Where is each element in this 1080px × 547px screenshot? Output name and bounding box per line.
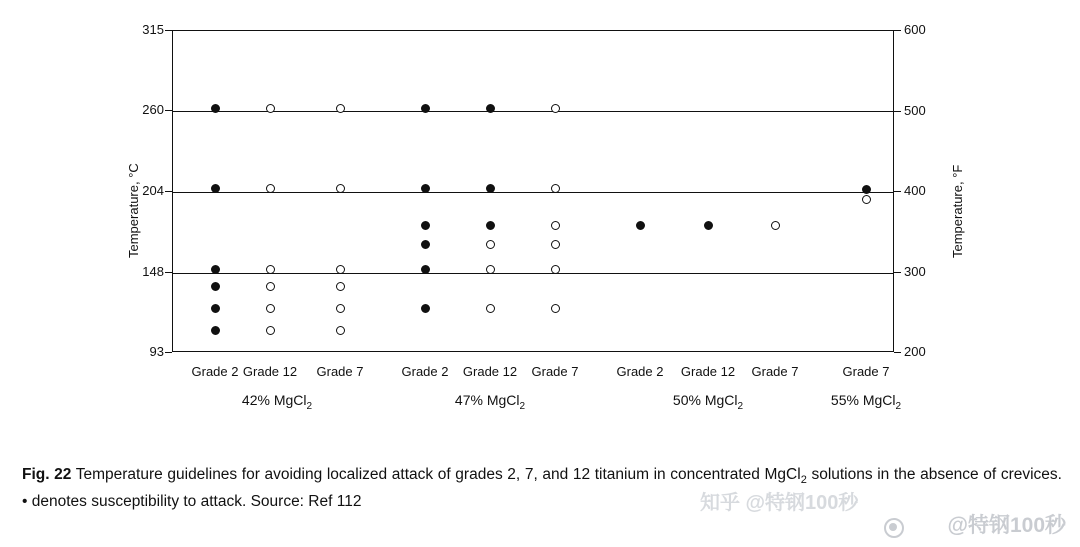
data-point [211,326,220,335]
data-point [486,304,495,313]
y-axis-right-tick-mark [894,352,901,353]
concentration-subscript: 2 [895,400,902,412]
data-point [266,184,275,193]
y-axis-right-tick-mark [894,191,901,192]
data-point [486,240,495,249]
data-point [486,221,495,230]
gridline [173,192,893,193]
x-axis-grade-label: Grade 12 [462,364,518,379]
concentration-subscript: 2 [519,400,526,412]
data-point [336,104,345,113]
y-axis-right-tick-label: 600 [904,22,926,37]
y-axis-right-title: Temperature, °F [950,164,965,258]
circle-avatar-icon [884,518,904,538]
x-axis-concentration-label: 50% MgCl$_2$ [672,392,744,412]
gridline [173,273,893,274]
y-axis-left-tick-label: 260 [142,101,164,117]
x-axis-grade-label: Grade 7 [531,364,579,379]
x-axis-grade-label: Grade 2 [401,364,449,379]
data-point [266,265,275,274]
y-axis-left-tick-mark [165,272,172,273]
x-axis-grade-label: Grade 2 [191,364,239,379]
data-point [336,304,345,313]
x-axis-concentration-label: 42% MgCl$_2$ [241,392,313,412]
concentration-subscript: 2 [737,400,744,412]
plot-area [172,30,894,352]
x-axis-grade-label: Grade 7 [316,364,364,379]
data-point [862,185,871,194]
figure-number: Fig. 22 [22,466,72,483]
concentration-subscript: 2 [306,400,313,412]
data-point [211,184,220,193]
y-axis-right-tick-mark [894,272,901,273]
gridline [173,111,893,112]
y-axis-right-tick-label: 400 [904,183,926,198]
x-axis-grade-label: Grade 7 [751,364,799,379]
x-axis-concentration-label: 55% MgCl$_2$ [830,392,902,412]
data-point [636,221,645,230]
y-axis-left-title: Temperature, °C [126,163,141,258]
figure-caption-text: Temperature guidelines for avoiding localized attack of grades 2, 7, and 12 titanium in concentrated MgCl [75,466,801,483]
data-point [421,240,430,249]
y-axis-right-tick-mark [894,111,901,112]
y-axis-left-tick-label: 148 [142,264,164,280]
x-axis-grade-label: Grade 7 [842,364,890,379]
data-point [486,265,495,274]
y-axis-left-tick-label: 93 [149,344,164,359]
data-point [551,240,560,249]
data-point [486,104,495,113]
data-point [551,184,560,193]
x-axis-grade-label: Grade 2 [616,364,664,379]
data-point [421,304,430,313]
data-point [266,282,275,291]
data-point [211,282,220,291]
data-point [421,104,430,113]
data-point [211,265,220,274]
x-axis-grade-label: Grade 12 [242,364,298,379]
data-point [336,282,345,291]
y-axis-right-tick-label: 500 [904,102,926,118]
data-point [421,184,430,193]
x-axis-grade-label: Grade 12 [680,364,736,379]
figure-caption-text-2: solutions in the absence of crevices. • denotes susceptibility to attack. Source: Ref 112 [22,466,1062,511]
data-point [704,221,713,230]
data-point [266,304,275,313]
y-axis-right-tick-label: 200 [904,344,926,359]
data-point [486,184,495,193]
data-point [211,304,220,313]
data-point [421,221,430,230]
y-axis-right-tick-label: 300 [904,263,926,279]
y-axis-right-tick-mark [894,30,901,31]
data-point [771,221,780,230]
data-point [336,265,345,274]
x-axis-concentration-label: 47% MgCl$_2$ [454,392,526,412]
y-axis-left-tick-mark [165,30,172,31]
data-point [266,104,275,113]
data-point [551,221,560,230]
y-axis-left-tick-mark [165,191,172,192]
caption-subscript: 2 [800,474,807,487]
data-point [551,265,560,274]
y-axis-left-tick-label: 315 [142,22,164,37]
y-axis-left-tick-mark [165,352,172,353]
figure-caption [22,464,1062,512]
y-axis-left-tick-mark [165,110,172,111]
watermark-main: @特钢100秒 [947,514,1066,537]
y-axis-left-tick-label: 204 [142,183,164,198]
data-point [421,265,430,274]
data-point [266,326,275,335]
data-point [336,326,345,335]
data-point [211,104,220,113]
watermark-faint: 知乎 @特钢100秒 [700,492,859,514]
data-point [551,304,560,313]
data-point [551,104,560,113]
data-point [336,184,345,193]
data-point [862,195,871,204]
